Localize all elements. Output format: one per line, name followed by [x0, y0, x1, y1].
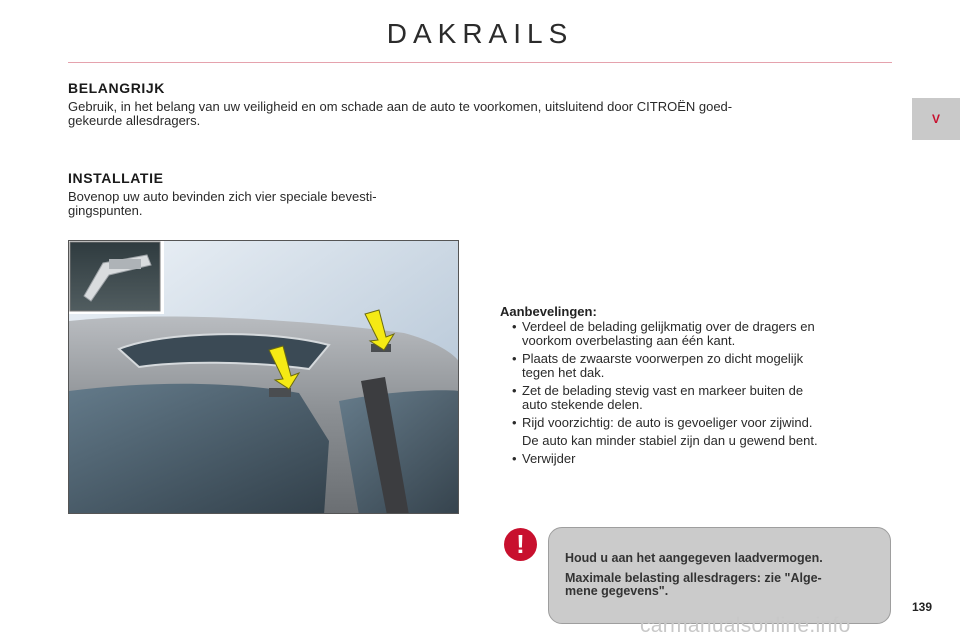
warning-line: Houd u aan het aangegeven laadvermogen. [565, 551, 823, 565]
important-section [68, 80, 894, 128]
watermark: carmanualsonline.info [640, 614, 851, 637]
recommendations [500, 304, 896, 470]
list-item: • Zet de belading stevig vast en markeer buiten de auto stekende delen. [512, 384, 896, 412]
recommendations-list [500, 320, 896, 466]
roof-photo [68, 240, 459, 514]
title-divider [68, 62, 892, 63]
list-item: De auto kan minder stabiel zijn dan u gewend bent. [522, 433, 818, 448]
installation-heading: INSTALLATIE [68, 170, 164, 186]
page-title: DAKRAILS [386, 18, 574, 49]
installation-text-line: gingspunten. [68, 203, 143, 218]
page-number: 139 [912, 600, 933, 614]
list-item: • Plaats de zwaarste voorwerpen zo dicht mogelijk tegen het dak. [512, 352, 896, 380]
recommendations-heading: Aanbevelingen: [500, 304, 597, 319]
important-text-line: Gebruik, in het belang van uw veiligheid en om schade aan de auto te voorkomen, uitsluitend door CITROËN goed- [68, 99, 733, 114]
important-text [68, 100, 894, 128]
important-text-line: gekeurde allesdragers. [68, 113, 201, 128]
list-item: • Verdeel de belading gelijkmatig over de dragers en voorkom overbelasting aan één kant. [512, 320, 896, 348]
installation-text [68, 190, 462, 218]
warning-line: Maximale belasting allesdragers: zie "Alge- mene gegevens". [565, 571, 822, 598]
installation-text-line: Bovenop uw auto bevinden zich vier speciale bevesti- [68, 189, 377, 204]
list-item: • Verwijder [512, 452, 896, 466]
exclamation-icon: ! [504, 528, 537, 561]
car-roof-illustration [69, 241, 459, 514]
chapter-tab[interactable]: V [912, 98, 960, 140]
installation-section [68, 170, 462, 218]
important-heading: BELANGRIJK [68, 80, 166, 96]
list-item: • Rijd voorzichtig: de auto is gevoeliger voor zijwind. [512, 416, 896, 430]
warning-box [548, 527, 891, 624]
